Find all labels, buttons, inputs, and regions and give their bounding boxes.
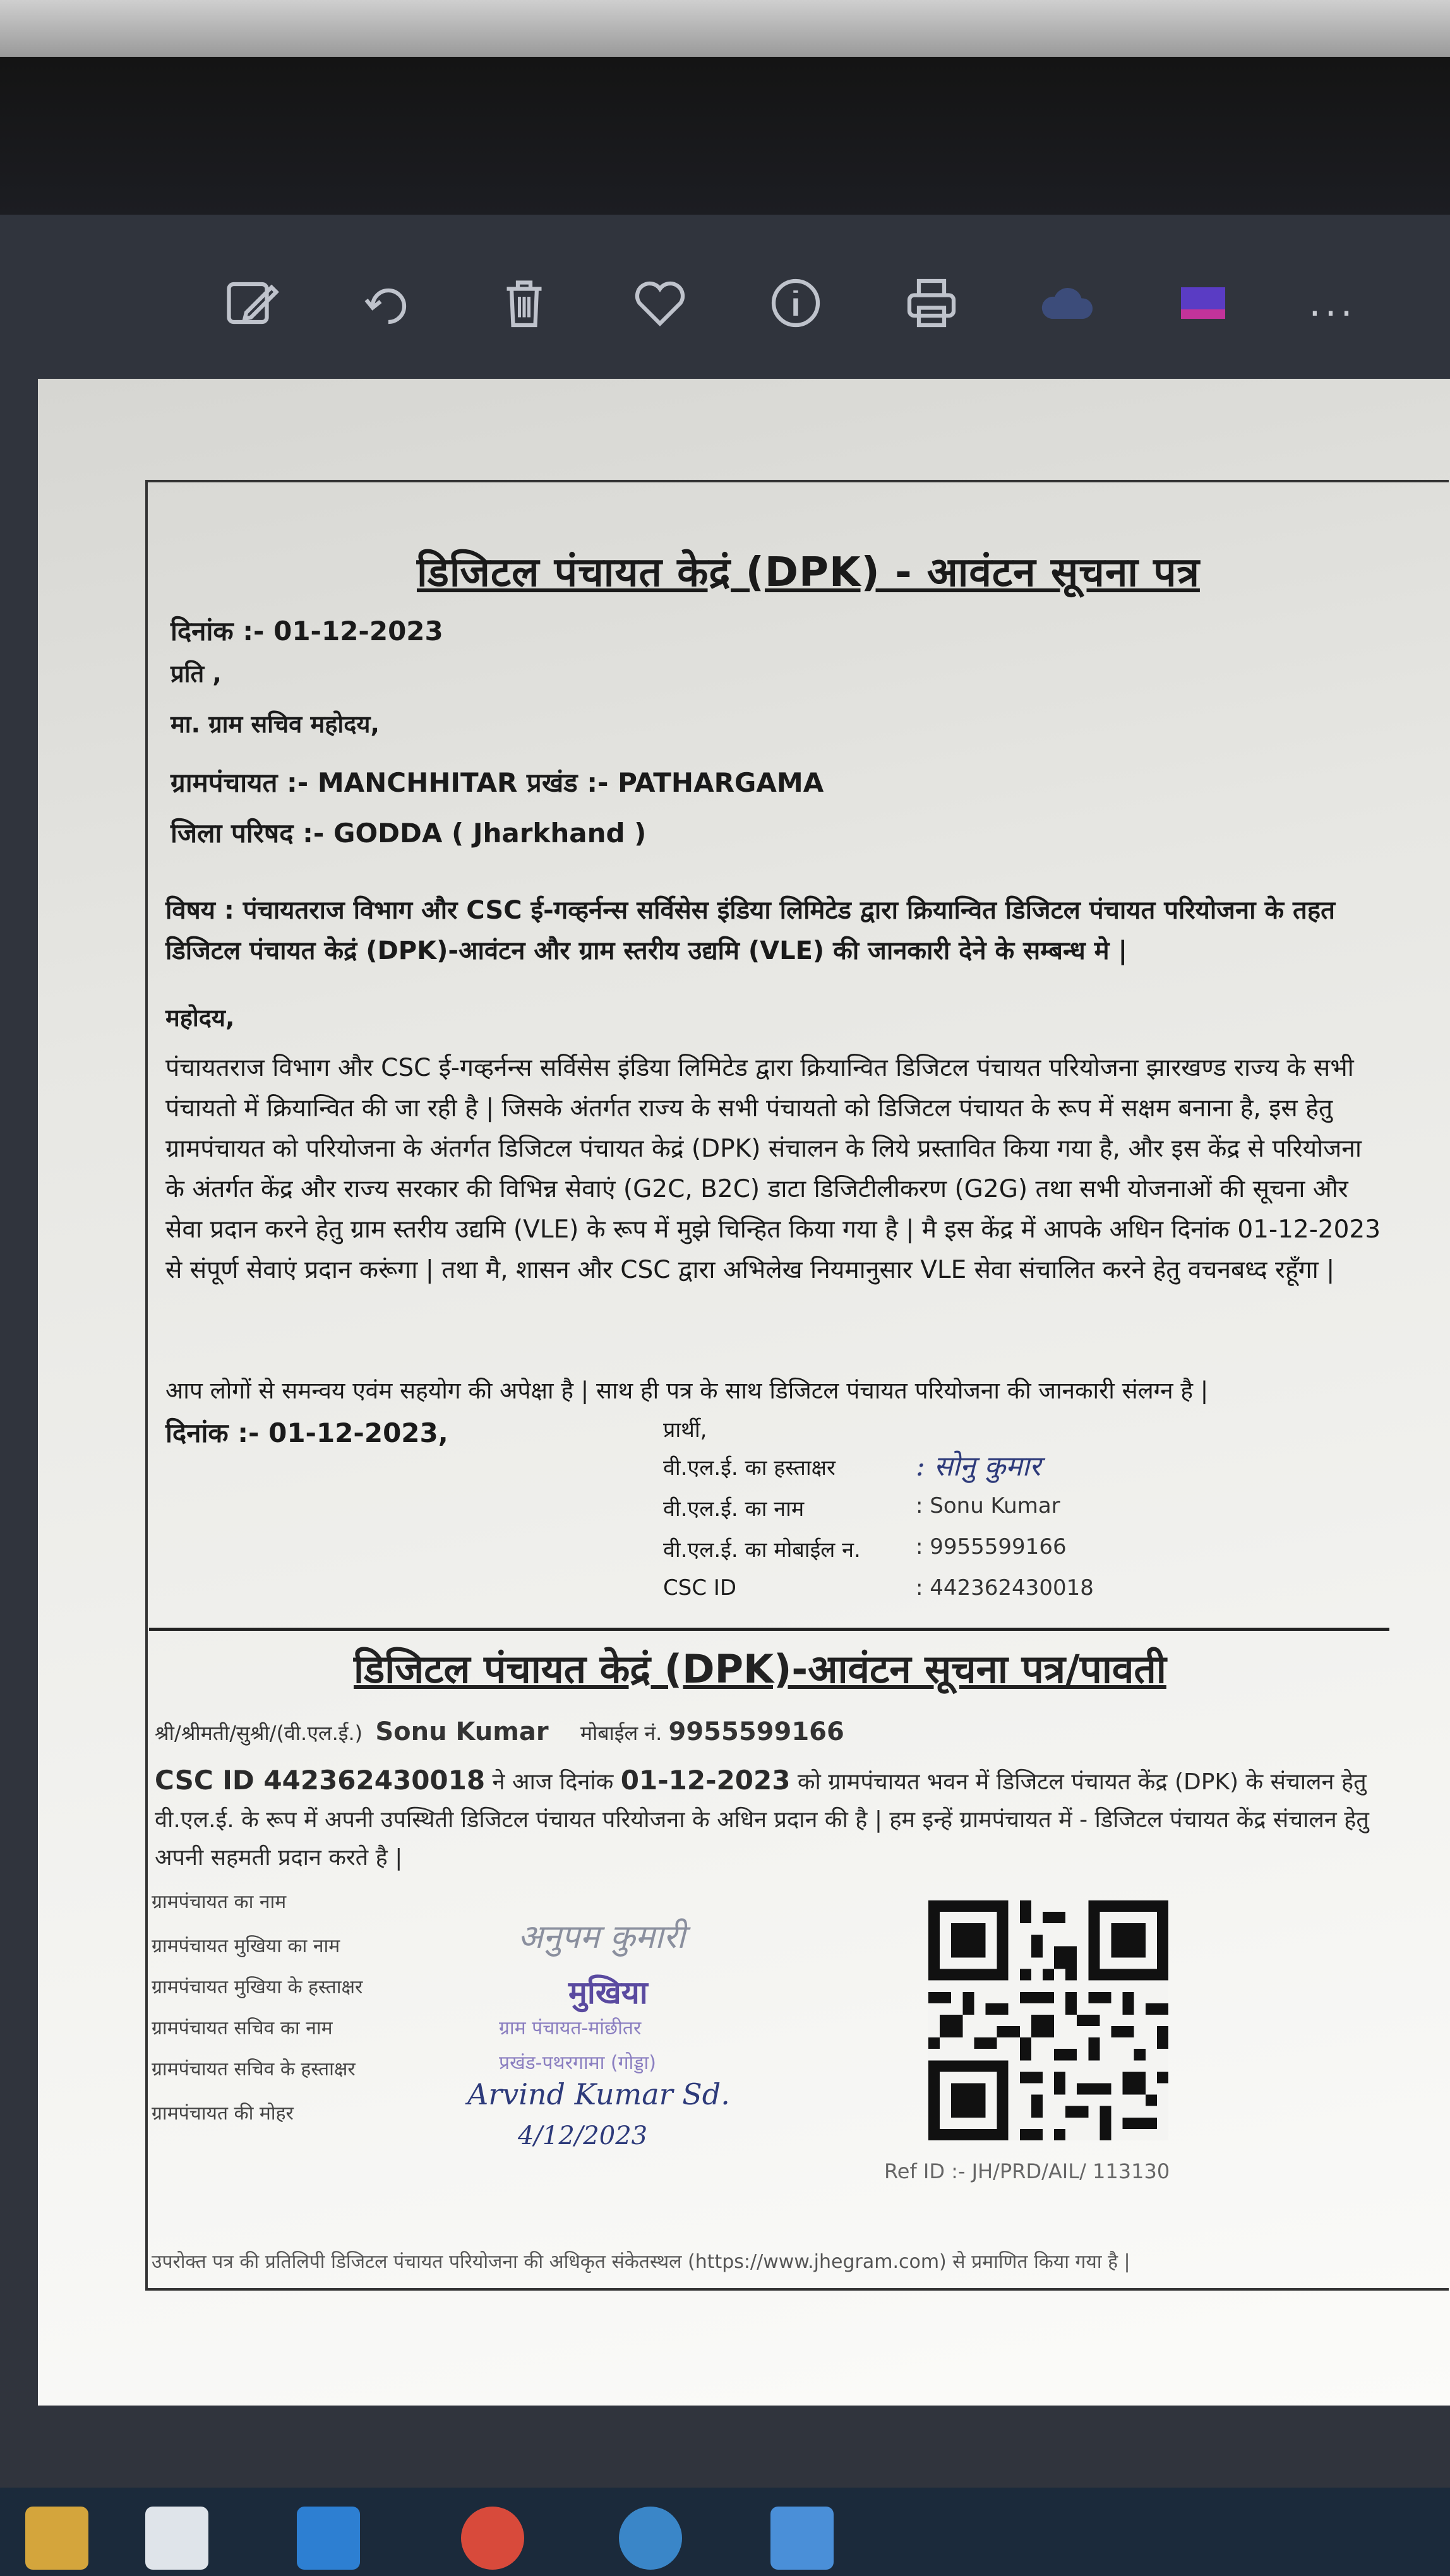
- receipt-date: 01-12-2023: [620, 1765, 791, 1796]
- receipt-vle-line: [155, 1717, 844, 1746]
- background-wall: [0, 0, 1450, 57]
- receipt-title: डिजिटल पंचायत केद्रं (DPK)-आवंटन सूचना पत्र/पावती: [354, 1646, 1166, 1692]
- qr-code: [928, 1900, 1168, 2140]
- vle-mobile: : 9955599166: [916, 1534, 1067, 1559]
- edit-image-button[interactable]: [215, 265, 291, 341]
- cloud-icon: [1036, 271, 1099, 335]
- panchayat-line: ग्रामपंचायत :- MANCHHITAR प्रखंड :- PATHARGAMA: [171, 767, 824, 798]
- image-icon: [1171, 271, 1235, 335]
- vle-prefix: श्री/श्रीमती/सुश्री/(वी.एल.ई.): [155, 1721, 363, 1745]
- field-label: ग्रामपंचायत का नाम: [152, 1891, 287, 1913]
- stamp-line: ग्राम पंचायत-मांछीतर: [499, 2017, 642, 2039]
- app-icon[interactable]: [145, 2507, 208, 2570]
- print-icon: [900, 271, 963, 335]
- more-icon: ...: [1309, 281, 1357, 325]
- vle-signature: : सोनु कुमार: [916, 1450, 1041, 1482]
- sign-row-label: वी.एल.ई. का हस्ताक्षर: [663, 1455, 836, 1481]
- rotate-icon: [357, 271, 420, 335]
- heart-icon: [628, 271, 692, 335]
- to-line: प्रति ,: [171, 660, 222, 688]
- sign-row-label: वी.एल.ई. का मोबाईल न.: [663, 1537, 861, 1563]
- district-line: जिला परिषद :- GODDA ( Jharkhand ): [171, 818, 647, 849]
- sign-row-label: CSC ID: [663, 1575, 737, 1601]
- app-icon[interactable]: [297, 2507, 360, 2570]
- stamp-line: प्रखंड-पथरगामा (गोड्डा): [499, 2052, 656, 2074]
- cloud-button[interactable]: [1029, 265, 1105, 341]
- rotate-button[interactable]: [351, 265, 426, 341]
- more-button[interactable]: [1295, 265, 1370, 341]
- receipt-text: [155, 1762, 1386, 1877]
- mukhiya-stamp: मुखिया: [568, 1974, 648, 2011]
- receipt-mobile: 9955599166: [668, 1717, 844, 1746]
- browser-icon[interactable]: [461, 2507, 524, 2570]
- applicant-label: प्रार्थी,: [663, 1417, 707, 1443]
- reference-id: Ref ID :- JH/PRD/AIL/ 113130: [884, 2159, 1170, 2183]
- app-icon[interactable]: [619, 2507, 682, 2570]
- monitor-bezel: [0, 57, 1450, 215]
- receipt-text-rest: को ग्रामपंचायत भवन में डिजिटल पंचायत केंद्र (DPK) के संचालन हेतु वी.एल.ई. के रूप में अपनी उपस्थिती डिजिटल पंचायत परियोजना के अधिन प्रदान की है | हम इन्हें ग्रामपंचायत में - डिजिटल पंचायत केंद्र संचालन हेतु अपनी सहमती प्रदान करते है |: [155, 1769, 1369, 1871]
- folder-icon[interactable]: [25, 2507, 88, 2570]
- field-label: ग्रामपंचायत सचिव का नाम: [152, 2017, 333, 2039]
- date-line: दिनांक :- 01-12-2023: [171, 616, 443, 647]
- info-icon: [764, 271, 827, 335]
- vle-csc-id: : 442362430018: [916, 1575, 1094, 1601]
- request-line: आप लोगों से समन्वय एवंम सहयोग की अपेक्षा है | साथ ही पत्र के साथ डिजिटल पंचायत परियोजना की जानकारी संलग्न है |: [165, 1377, 1209, 1404]
- section-divider: [149, 1628, 1389, 1631]
- field-label: ग्रामपंचायत सचिव के हस्ताक्षर: [152, 2058, 356, 2080]
- sachiv-date: 4/12/2023: [518, 2121, 648, 2150]
- field-label: ग्रामपंचायत मुखिया के हस्ताक्षर: [152, 1976, 363, 1998]
- edit-image-icon: [221, 271, 284, 335]
- addressee-line: मा. ग्राम सचिव महोदय,: [171, 710, 380, 738]
- body-paragraph: पंचायतराज विभाग और CSC ई-गव्हर्नन्स सर्विसेस इंडिया लिमिटेड द्वारा क्रियान्वित डिजिटल पंचायत परियोजना झारखण्ड राज्य के सभी पंचायतो में क्रियान्वित की जा रही है | जिसके अंतर्गत राज्य के सभी पंचायतो को डिजिटल पंचायत के रूप में सक्षम बनाना है, इस हेतु ग्रामपंचायत को परियोजना के अंतर्गत डिजिटल पंचायत केद्रं (DPK) संचालन के लिये प्रस्तावित किया गया है, और इस केंद्र से परियोजना के अंतर्गत केंद्र और राज्य सरकार की विभिन्न सेवाएं (G2C, B2C) डाटा डिजिटीलीकरण (G2G) तथा सभी योजनाओं की सूचना और सेवा प्रदान करने हेतु ग्राम स्तरीय उद्यमि (VLE) के रूप में मुझे चिन्हित किया गया है | मै इस केंद्र में आपके अधिन दिनांक 01-12-2023 से संपूर्ण सेवाएं प्रदान करूंगा | तथा मै, शासन और CSC द्वारा अभिलेख नियमानुसार VLE सेवा संचालित करने हेतु वचनबध्द रहूँगा |: [165, 1054, 1381, 1284]
- delete-icon: [493, 271, 556, 335]
- info-button[interactable]: [758, 265, 834, 341]
- receipt-text-mid: ने आज दिनांक: [492, 1769, 614, 1795]
- vle-name: : Sonu Kumar: [916, 1493, 1060, 1518]
- sachiv-signature: Arvind Kumar Sd.: [467, 2077, 730, 2111]
- receipt-csc-id: CSC ID 442362430018: [155, 1765, 486, 1796]
- subject-text: विषय : पंचायतराज विभाग और CSC ई-गव्हर्नन्स सर्विसेस इंडिया लिमिटेड द्वारा क्रियान्वित डिजिटल पंचायत परियोजना के तहत डिजिटल पंचायत केद्रं (DPK)-आवंटन और ग्राम स्तरीय उद्यमि (VLE) की जानकारी देने के सम्बन्ध मे |: [165, 896, 1335, 965]
- print-button[interactable]: [894, 265, 969, 341]
- photos-icon[interactable]: [770, 2507, 834, 2570]
- viewer-toolbar: [215, 253, 1427, 360]
- taskbar: [0, 2488, 1450, 2576]
- field-label: ग्रामपंचायत की मोहर: [152, 2102, 294, 2125]
- salutation: महोदय,: [165, 1004, 235, 1032]
- favorite-button[interactable]: [622, 265, 698, 341]
- footer-note: उपरोक्त पत्र की प्रतिलिपी डिजिटल पंचायत परियोजना की अधिकृत संकेतस्थल (https://www.jhegram.com) से प्रमाणित किया गया है |: [152, 2251, 1130, 2273]
- delete-button[interactable]: [486, 265, 562, 341]
- edit-with-app-button[interactable]: [1165, 265, 1241, 341]
- sign-row-label: वी.एल.ई. का नाम: [663, 1496, 805, 1522]
- mobile-prefix: मोबाईल नं.: [580, 1721, 662, 1745]
- receipt-vle-name: Sonu Kumar: [375, 1717, 549, 1746]
- document-title: डिजिटल पंचायत केद्रं (DPK) - आवंटन सूचना पत्र: [417, 549, 1200, 596]
- signature-date: दिनांक :- 01-12-2023,: [165, 1417, 448, 1448]
- mukhiya-signature: अनुपम कुमारी: [518, 1918, 685, 1956]
- field-label: ग्रामपंचायत मुखिया का नाम: [152, 1935, 340, 1957]
